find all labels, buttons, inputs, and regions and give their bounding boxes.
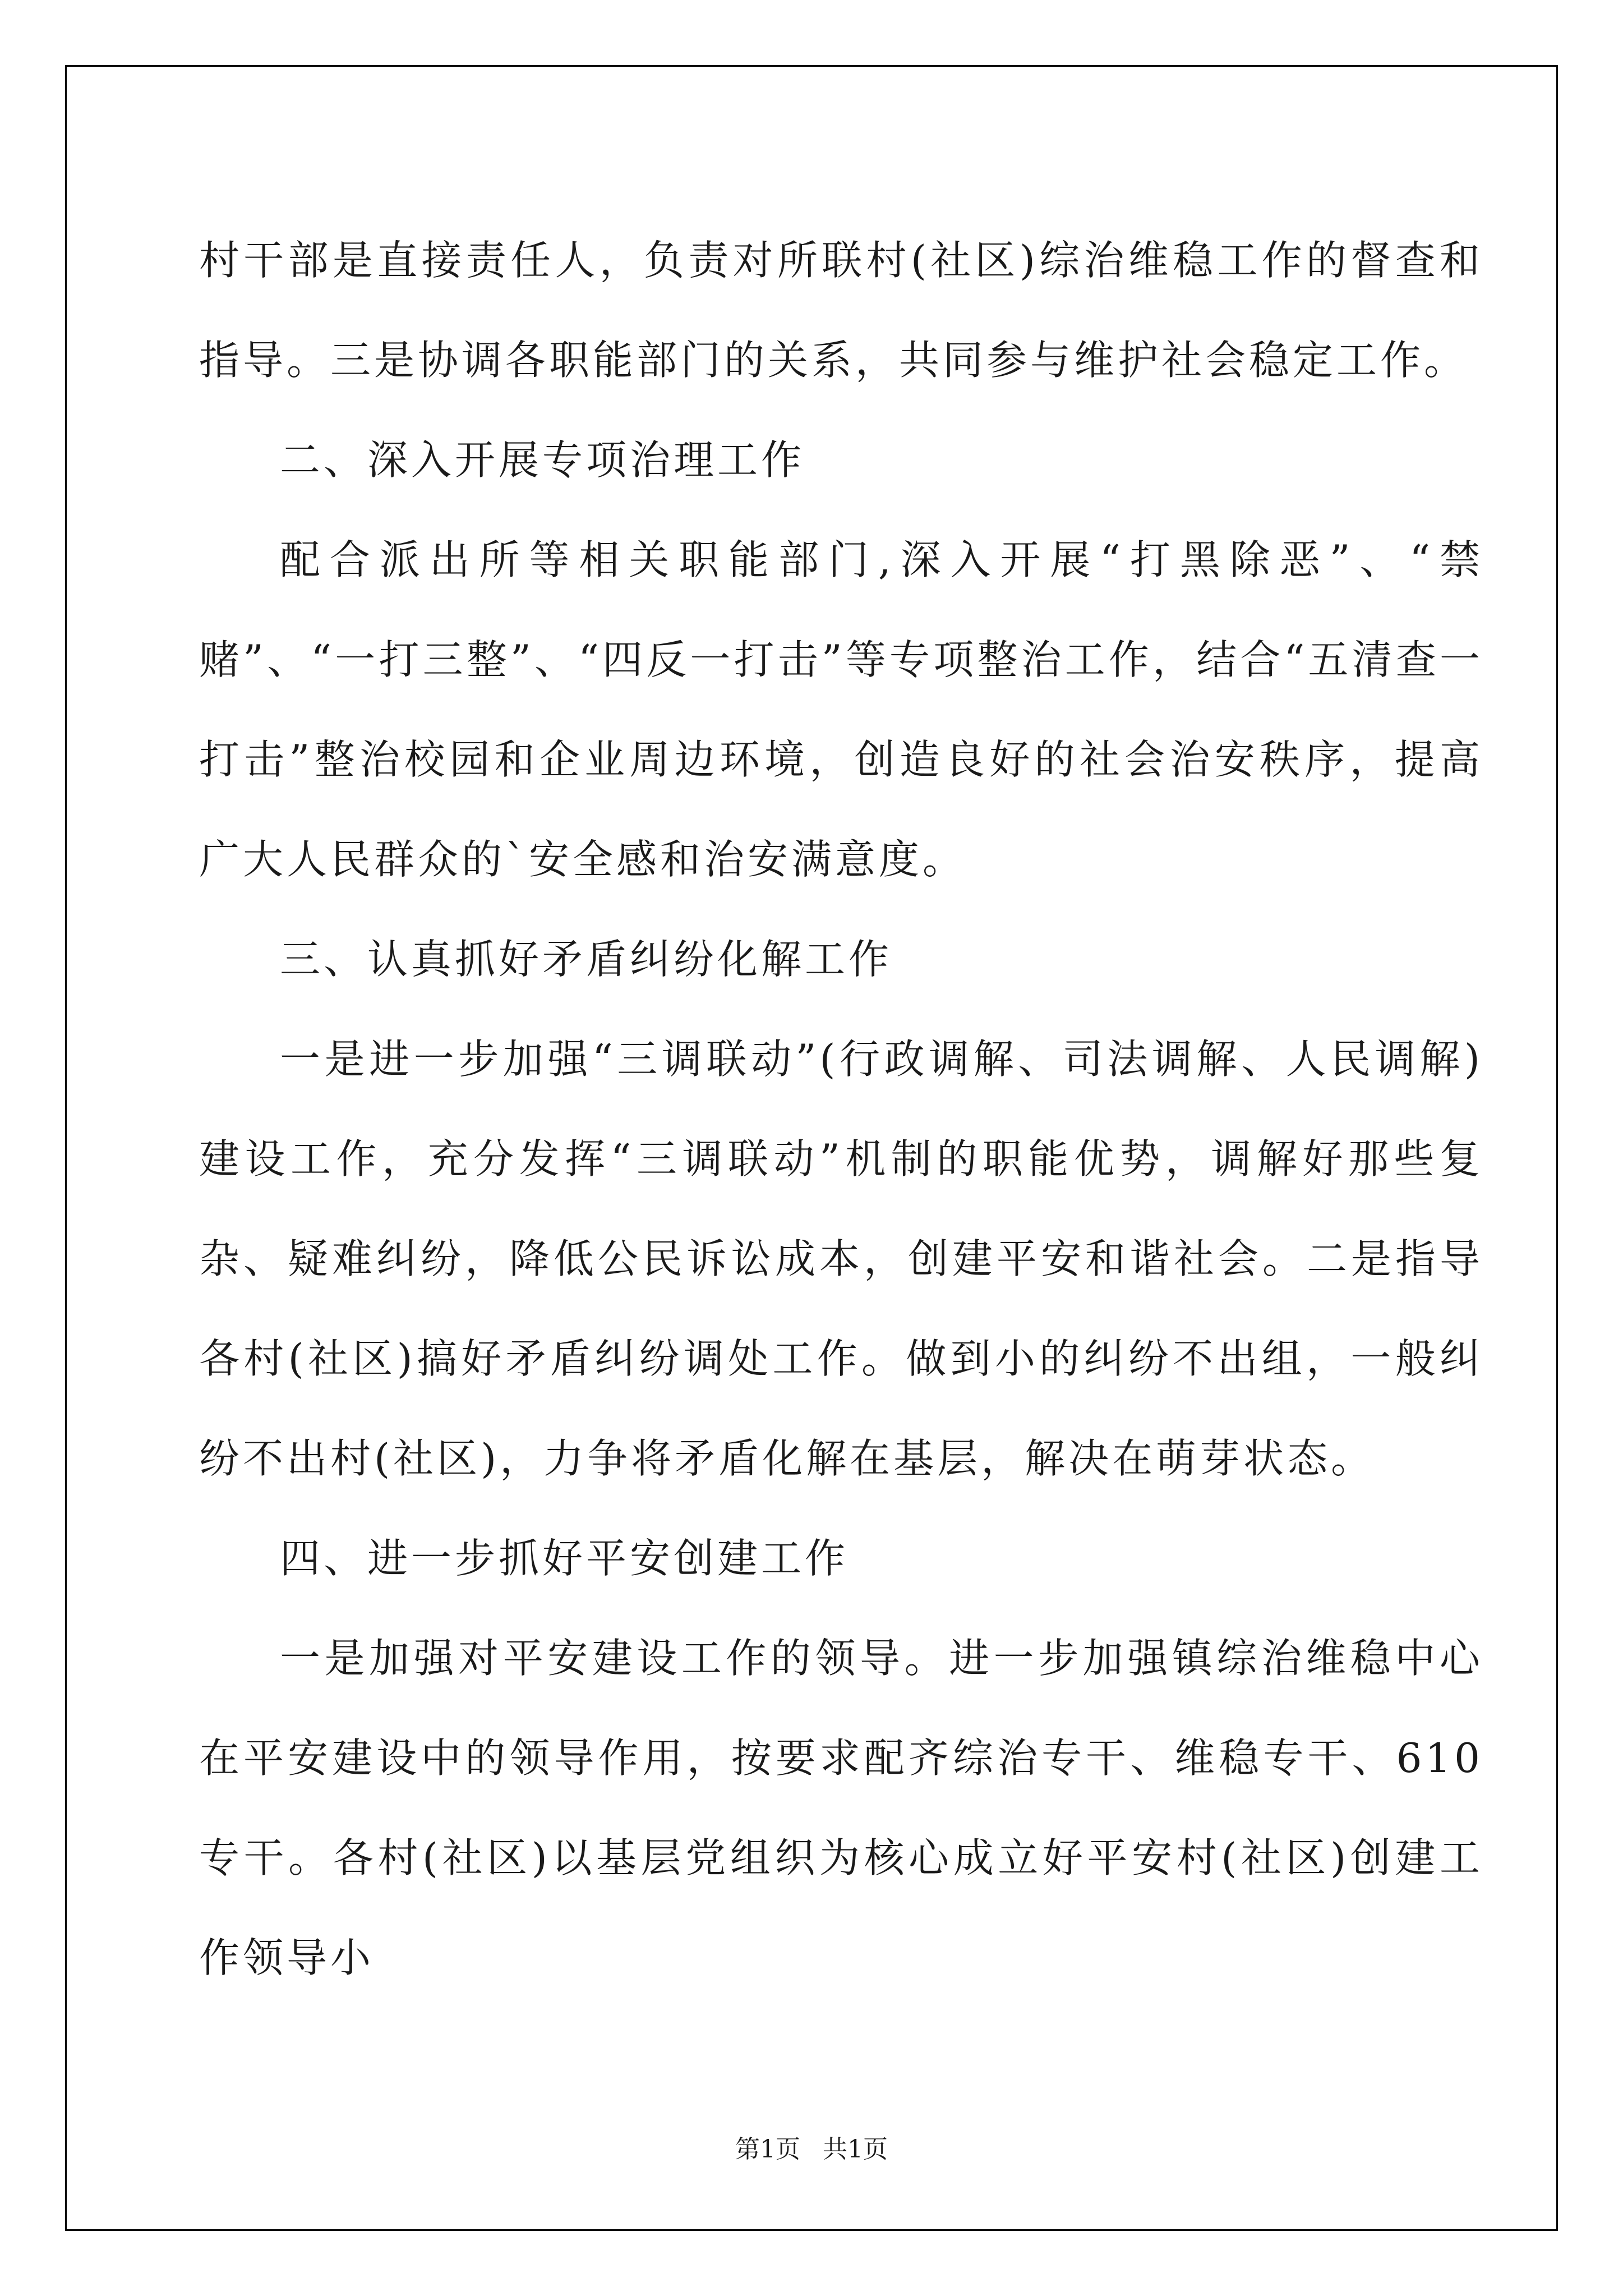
paragraph: 一是加强对平安建设工作的领导。进一步加强镇综治维稳中心在平安建设中的领导作用，按要求配齐综治专干、维稳专干、610专干。各村(社区)以基层党组织为核心成立好平安村(社区)创建工作领导小 (199, 1635, 1483, 1981)
page-number: 第1页 (735, 2135, 800, 2164)
section-heading-2: 二、深入开展专项治理工作 (280, 436, 805, 484)
page-footer (0, 2129, 1623, 2165)
section-heading-4: 四、进一步抓好平安创建工作 (280, 1535, 849, 1582)
paragraph: 一是进一步加强“三调联动”(行政调解、司法调解、人民调解)建设工作，充分发挥“三调联动”机制的职能优势，调解好那些复杂、疑难纠纷，降低公民诉讼成本，创建平安和谐社会。二是指导各村(社区)搞好矛盾纠纷调处工作。做到小的纠纷不出组，一般纠纷不出村(社区)，力争将矛盾化解在基层，解决在萌芽状态。 (199, 1036, 1483, 1482)
document-body (199, 210, 1483, 2008)
page-total: 共1页 (823, 2135, 888, 2164)
section-heading-3: 三、认真抓好矛盾纠纷化解工作 (280, 936, 893, 983)
paragraph-continuation: 村干部是直接责任人，负责对所联村(社区)综治维稳工作的督查和指导。三是协调各职能部门的关系，共同参与维护社会稳定工作。 (199, 237, 1483, 384)
paragraph: 配合派出所等相关职能部门,深入开展“打黑除恶”、“禁赌”、“一打三整”、“四反一打击”等专项整治工作，结合“五清查一打击”整治校园和企业周边环境，创造良好的社会治安秩序，提高广大人民群众的`安全感和治安满意度。 (199, 536, 1483, 883)
